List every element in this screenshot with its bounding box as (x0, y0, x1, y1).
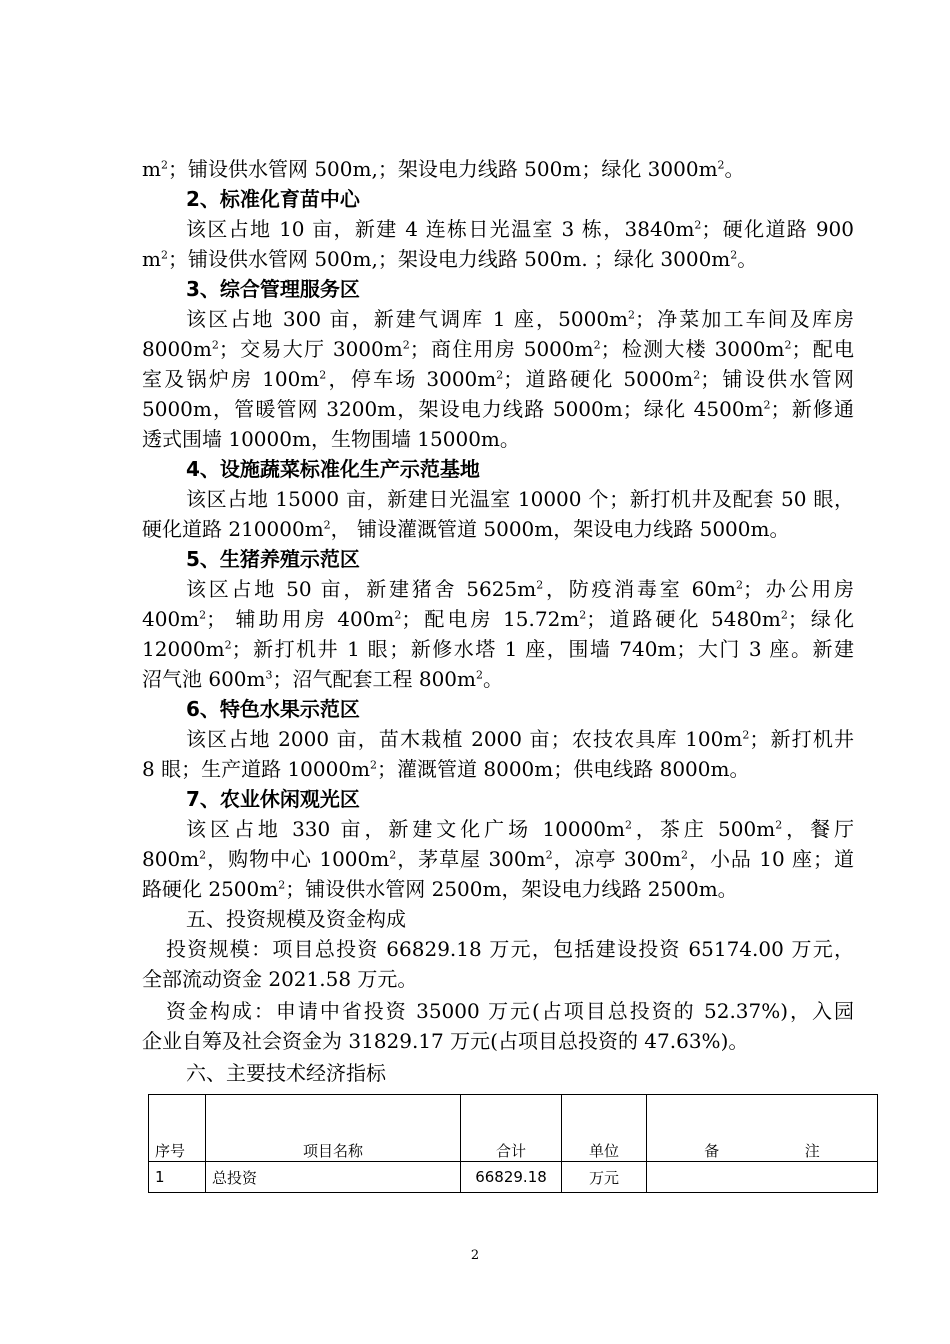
paragraph-line: 透式围墙 10000m，生物围墙 15000m。 (142, 427, 520, 451)
cell-name: 总投资 (206, 1162, 461, 1193)
paragraph-line: 该区占地 50 亩，新建猪舍 $5625m^2$，防疫消毒室 $60m^2$；办公用房 (186, 577, 854, 601)
page-number: 2 (470, 1248, 480, 1263)
section-heading: 五、投资规模及资金构成 (186, 907, 406, 931)
header-note-b: 注 (804, 1142, 820, 1160)
paragraph-line: 企业自筹及社会资金为 31829.17 万元(占项目总投资的 47.63%)。 (142, 1029, 749, 1053)
subsection-heading: 3、综合管理服务区 (186, 277, 360, 301)
paragraph-line: 全部流动资金 2021.58 万元。 (142, 967, 418, 991)
cell-note (647, 1162, 878, 1193)
header-cell-no: 序号 (149, 1095, 206, 1162)
subsection-heading: 5、生猪养殖示范区 (186, 547, 360, 571)
paragraph-line: 8 眼；生产道路 $10000m^2$；灌溉管道 8000m；供电线路 8000m。 (142, 757, 750, 781)
paragraph-line: 该区占地 300 亩，新建气调库 1 座，$5000m^2$；净菜加工车间及库房 (186, 307, 854, 331)
header-cell-total: 合计 (461, 1095, 562, 1162)
header-cell-note (647, 1095, 878, 1162)
paragraph-line: 投资规模：项目总投资 66829.18 万元，包括建设投资 65174.00 万元， (166, 937, 854, 961)
paragraph-line: 沼气池 $600m^3$；沼气配套工程 $800m^2$。 (142, 667, 503, 691)
paragraph-line: $400m^2$； 辅助用房 $400m^2$；配电房 $15.72m^2$；道路硬化 $5480m^2$；绿化 (142, 607, 854, 631)
subsection-heading: 6、特色水果示范区 (186, 697, 360, 721)
cell-no: 1 (149, 1162, 206, 1193)
cell-total: 66829.18 (461, 1162, 562, 1193)
paragraph-line: $m^2$；铺设供水管网 500m,；架设电力线路 500m. ；绿化 $3000m^2$。 (142, 247, 758, 271)
subsection-heading: 4、设施蔬菜标准化生产示范基地 (186, 457, 480, 481)
paragraph-line: 资金构成：申请中省投资 35000 万元(占项目总投资的 52.37%)，入园 (166, 999, 854, 1023)
paragraph-line: 5000m，管暖管网 3200m，架设电力线路 5000m；绿化 $4500m^2$；新修通 (142, 397, 854, 421)
paragraph-line: 该区占地 2000 亩，苗木栽植 2000 亩；农技农具库 $100m^2$；新打机井 (186, 727, 854, 751)
table-row (149, 1162, 878, 1193)
paragraph-line: $800m^2$，购物中心 $1000m^2$，茅草屋 $300m^2$，凉亭 $300m^2$，小品 10 座；道 (142, 847, 854, 871)
header-cell-unit: 单位 (562, 1095, 647, 1162)
paragraph-line: 路硬化 $2500m^2$；铺设供水管网 2500m，架设电力线路 2500m。 (142, 877, 738, 901)
paragraph-line: 室及锅炉房 $100m^2$，停车场 $3000m^2$；道路硬化 $5000m^2$；铺设供水管网 (142, 367, 854, 391)
cell-unit: 万元 (562, 1162, 647, 1193)
section-heading: 六、主要技术经济指标 (186, 1061, 386, 1085)
subsection-heading: 7、农业休闲观光区 (186, 787, 360, 811)
paragraph-line: $8000m^2$；交易大厅 $3000m^2$；商住用房 $5000m^2$；检测大楼 $3000m^2$；配电 (142, 337, 854, 361)
header-cell-name: 项目名称 (206, 1095, 461, 1162)
paragraph-line: 该区占地 15000 亩，新建日光温室 10000 个；新打机井及配套 50 眼， (186, 487, 854, 511)
paragraph-line: 硬化道路 $210000m^2$， 铺设灌溉管道 5000m，架设电力线路 5000m。 (142, 517, 790, 541)
paragraph-line: $m^2$；铺设供水管网 500m,；架设电力线路 500m；绿化 $3000m^2$。 (142, 157, 745, 181)
paragraph-line: $12000m^2$；新打机井 1 眼；新修水塔 1 座，围墙 740m；大门 3 座。新建 (142, 637, 854, 661)
paragraph-line: 该区占地 330 亩，新建文化广场 $10000m^2$，茶庄 $500m^2$，餐厅 (186, 817, 855, 841)
header-note-a: 备 (704, 1142, 720, 1160)
indicator-table (148, 1094, 878, 1193)
table-header-row (149, 1095, 878, 1162)
subsection-heading: 2、标准化育苗中心 (186, 187, 360, 211)
paragraph-line: 该区占地 10 亩，新建 4 连栋日光温室 3 栋，$3840m^2$；硬化道路 900 (186, 217, 855, 241)
